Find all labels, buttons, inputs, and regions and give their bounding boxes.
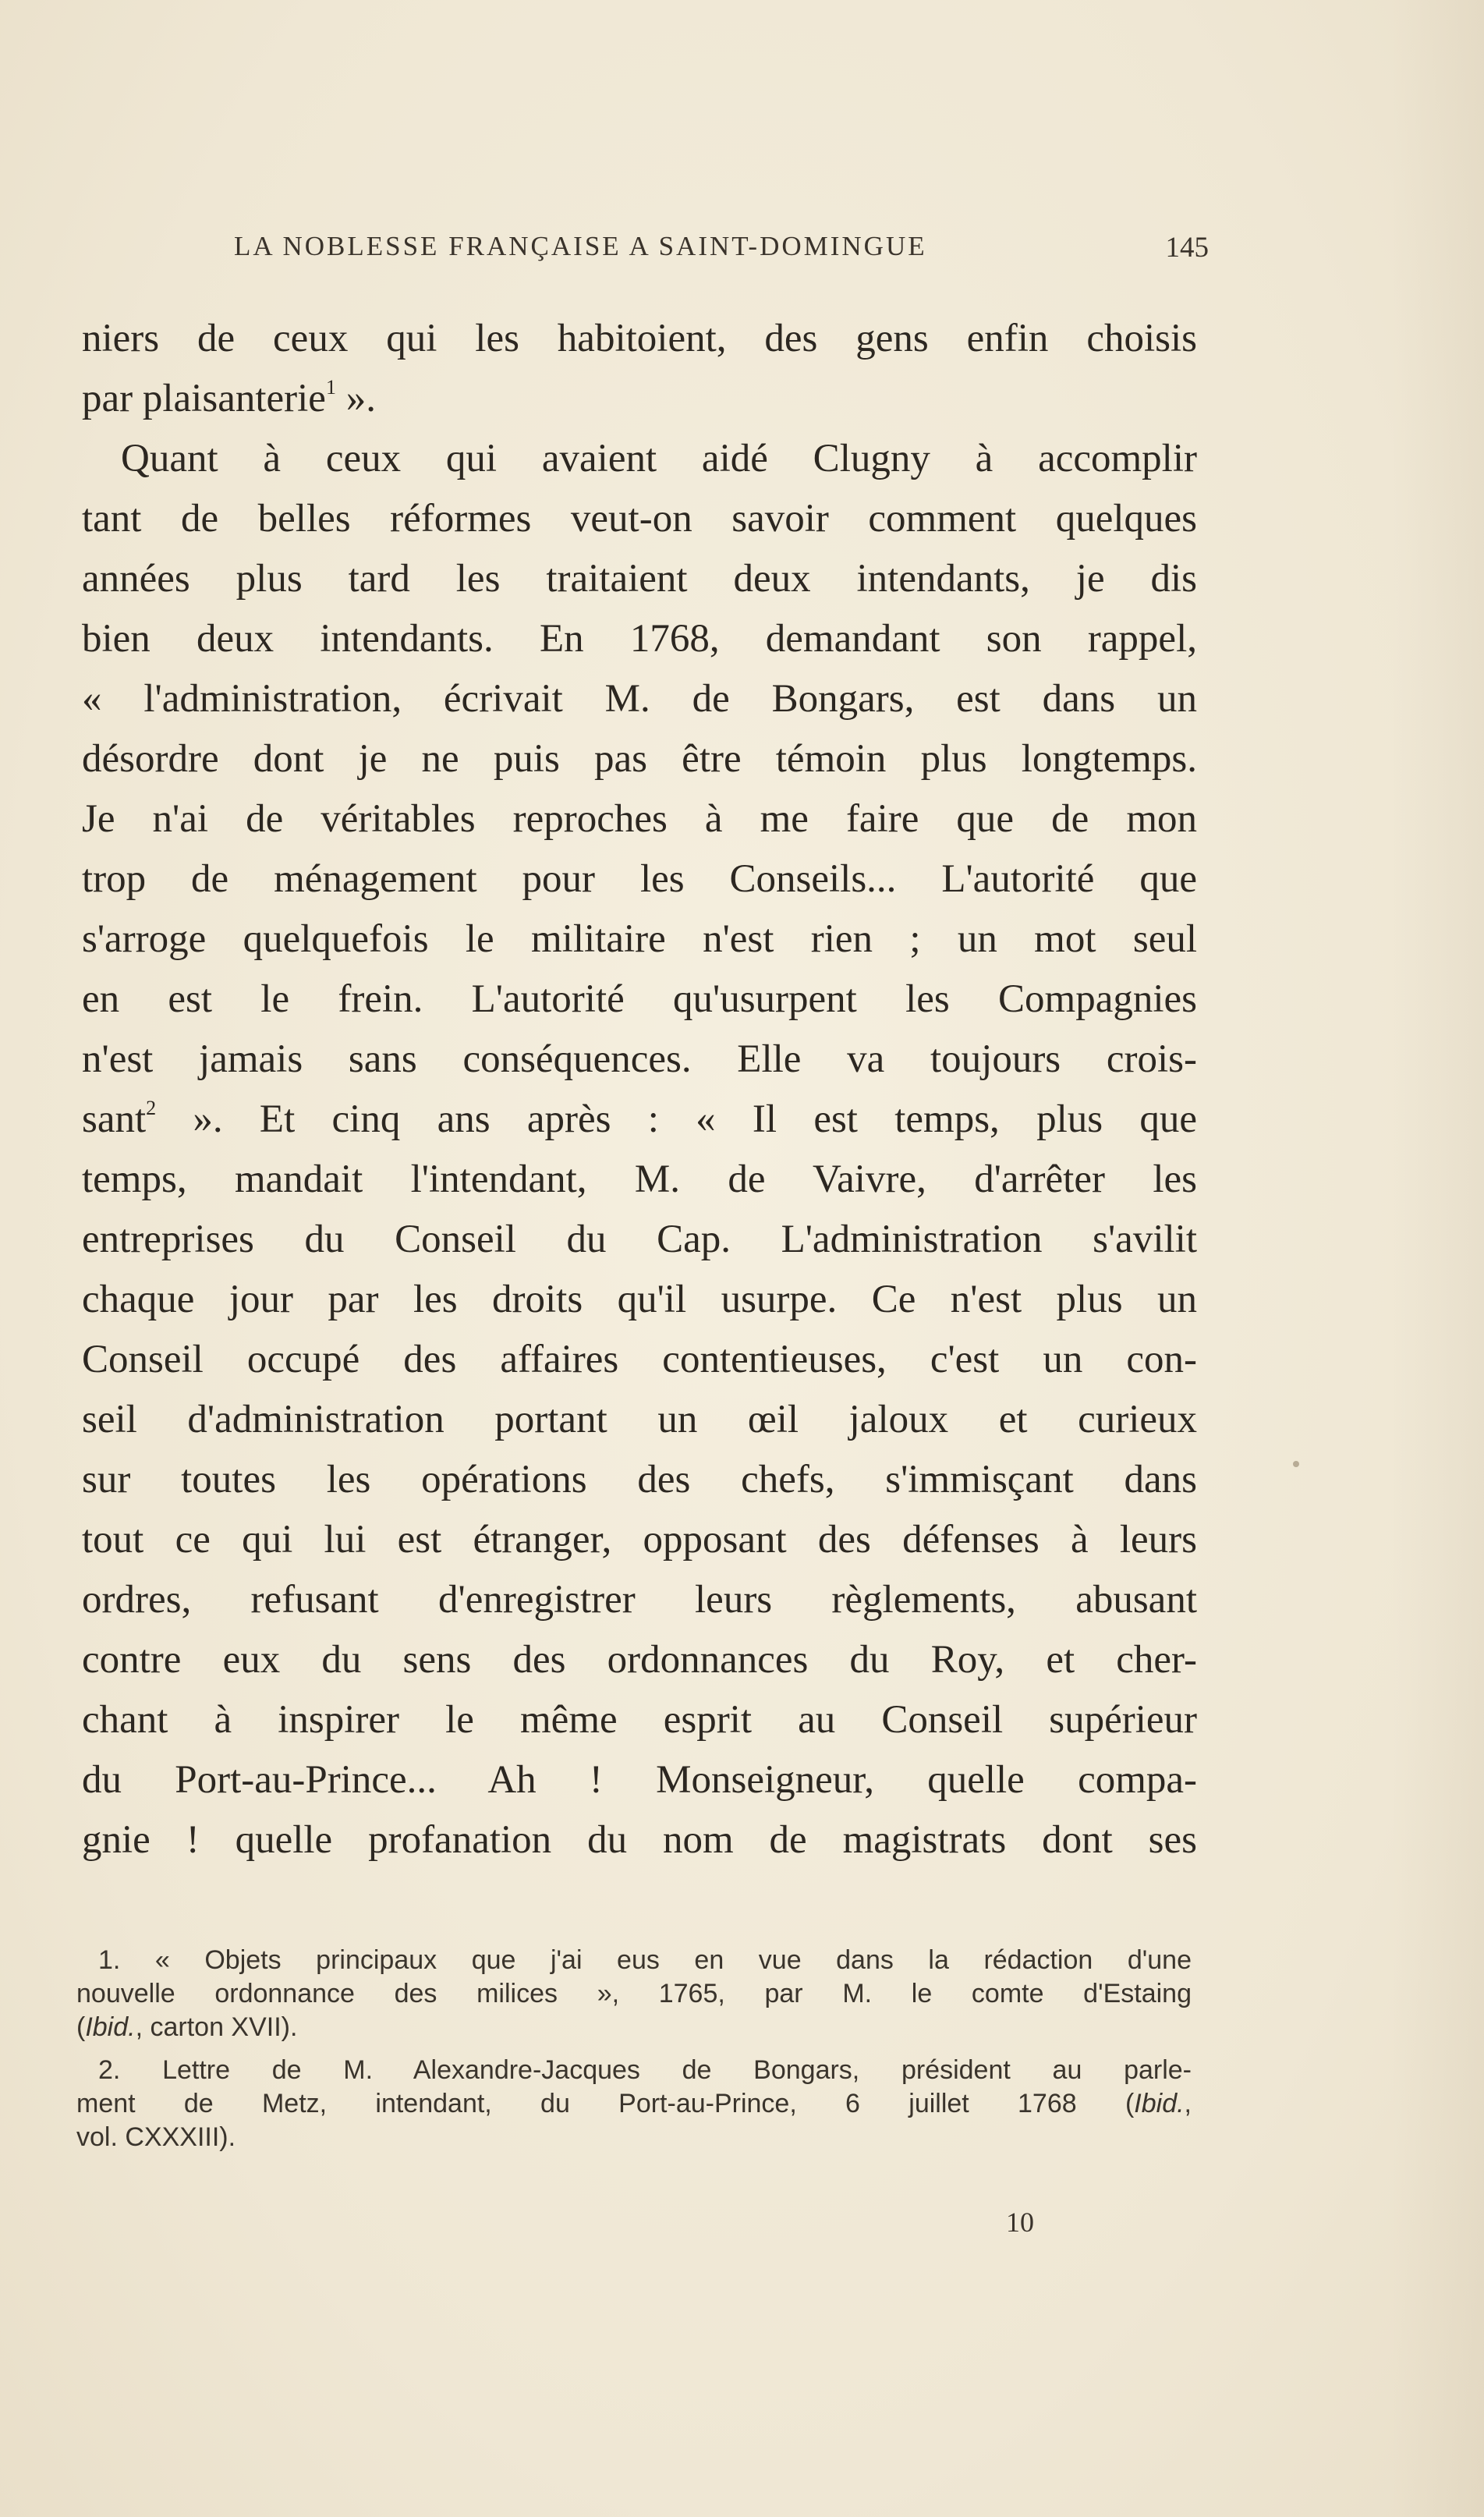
text-line: sur toutes les opérations des chefs, s'immisçant dans [82,1458,1197,1501]
footnote-ref-2[interactable]: 2 [146,1097,157,1119]
text-line: « l'administration, écrivait M. de Bongars, est dans un [82,677,1197,721]
footnote-1-line [76,2011,1192,2044]
text-segment: par plaisanterie [82,377,326,420]
page-number: 145 [1165,232,1209,264]
text-segment: ». [335,377,376,420]
text-line: temps, mandait l'intendant, M. de Vaivre, d'arrêter les [82,1157,1197,1201]
text-line: Je n'ai de véritables reproches à me faire que de mon [82,797,1197,841]
signature-mark: 10 [1006,2207,1034,2238]
text-line: s'arroge quelquefois le militaire n'est rien ; un mot seul [82,917,1197,961]
text-line: niers de ceux qui les habitoient, des gens enfin choisis [82,317,1197,360]
text-line: trop de ménagement pour les Conseils... L'autorité que [82,857,1197,901]
footnotes [76,1944,1192,2154]
footnote-1-line: 1. « Objets principaux que j'ai eus en vue dans la rédaction d'une [98,1945,1192,1975]
text-line: bien deux intendants. En 1768, demandant son rappel, [82,617,1197,661]
text-segment: , [1184,2089,1192,2118]
footnote-ref-1[interactable]: 1 [325,376,336,399]
ibid-abbrev: Ibid. [1134,2089,1185,2118]
text-line: années plus tard les traitaient deux intendants, je dis [82,557,1197,601]
text-line: tant de belles réformes veut-on savoir comment quelques [82,497,1197,541]
text-segment: ». Et cinq ans après : « Il est temps, plus que [156,1097,1197,1141]
text-segment: ( [76,2012,86,2042]
running-header [234,231,1209,270]
text-segment: , carton XVII). [135,2012,298,2042]
text-segment: ment de Metz, intendant, du Port-au-Prince, 6 juillet 1768 ( [76,2089,1135,2118]
text-line: seil d'administration portant un œil jaloux et curieux [82,1398,1197,1441]
text-line: en est le frein. L'autorité qu'usurpent les Compagnies [82,977,1197,1021]
running-title: LA NOBLESSE FRANÇAISE A SAINT-DOMINGUE [234,231,927,261]
text-line: du Port-au-Prince... Ah ! Monseigneur, quelle compa- [82,1758,1197,1802]
footnote-2-line: vol. CXXXIII). [76,2122,236,2152]
text-line: désordre dont je ne puis pas être témoin plus longtemps. [82,737,1197,781]
paper-speck [1293,1461,1299,1467]
page-edge-shadow [1390,0,1484,2517]
footnote-2-line [76,2087,1192,2121]
text-line: tout ce qui lui est étranger, opposant des défenses à leurs [82,1518,1197,1562]
text-line [82,1090,1197,1150]
paragraph-start-line: Quant à ceux qui avaient aidé Clugny à accomplir [121,437,1197,480]
text-line: contre eux du sens des ordonnances du Roy, et cher- [82,1638,1197,1682]
footnote-1-line: nouvelle ordonnance des milices », 1765, par M. le comte d'Estaing [76,1979,1192,2008]
ibid-abbrev: Ibid. [85,2012,136,2042]
text-line [82,369,1197,429]
main-text [82,309,1197,1870]
text-line: chaque jour par les droits qu'il usurpe. Ce n'est plus un [82,1278,1197,1321]
text-segment: sant [82,1097,147,1141]
text-line: n'est jamais sans conséquences. Elle va toujours crois- [82,1037,1197,1081]
text-line: Conseil occupé des affaires contentieuses, c'est un con- [82,1338,1197,1381]
text-line: gnie ! quelle profanation du nom de magistrats dont ses [82,1818,1197,1862]
text-line: chant à inspirer le même esprit au Conseil supérieur [82,1698,1197,1742]
footnote-2-line: 2. Lettre de M. Alexandre-Jacques de Bongars, président au parle- [98,2055,1192,2085]
text-line: ordres, refusant d'enregistrer leurs règlements, abusant [82,1578,1197,1622]
text-line: entreprises du Conseil du Cap. L'administration s'avilit [82,1218,1197,1261]
